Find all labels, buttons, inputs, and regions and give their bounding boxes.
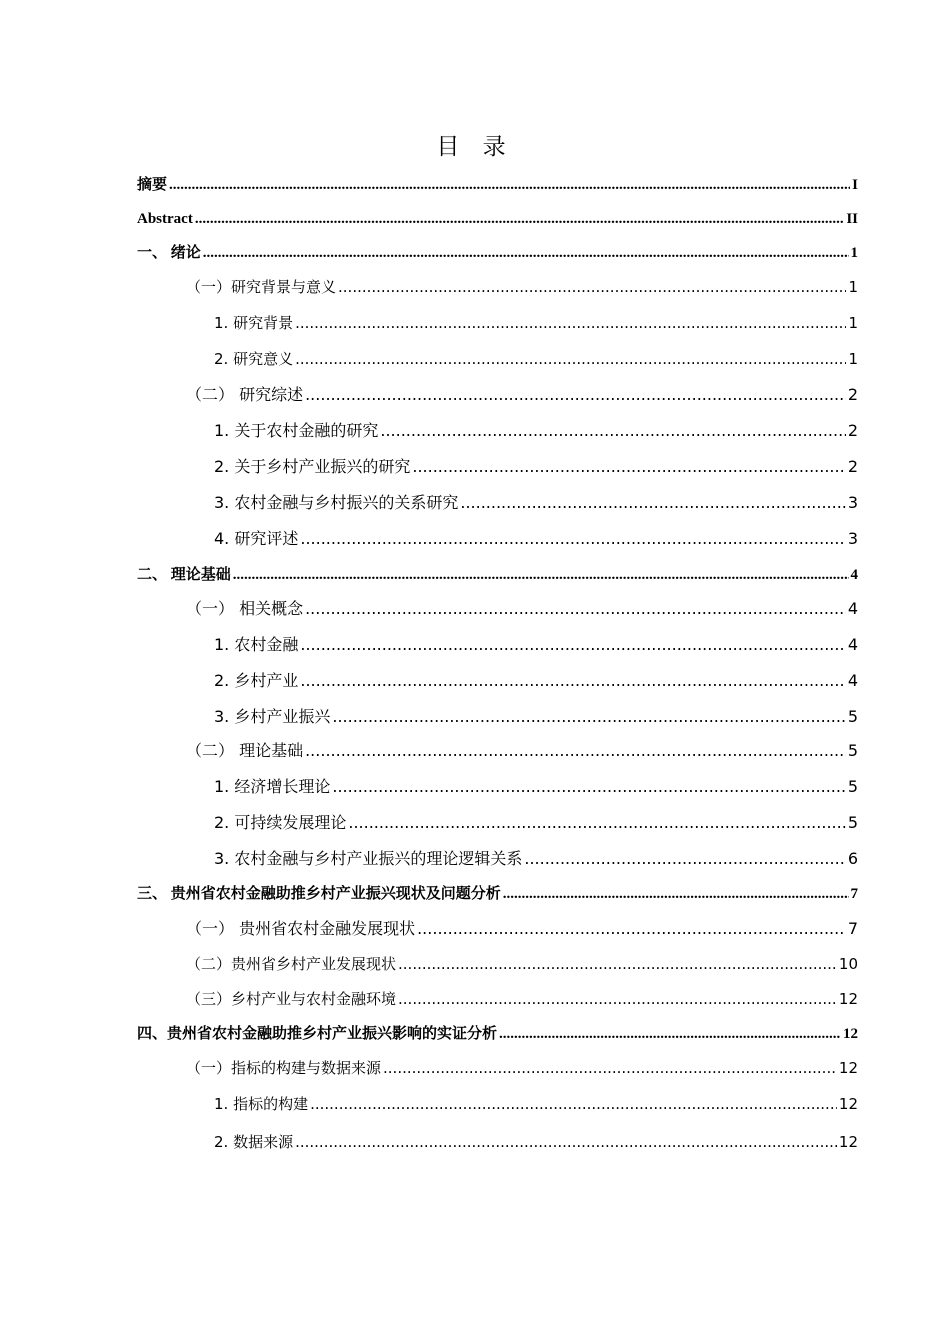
toc-leader xyxy=(503,886,849,903)
toc-entry-label: 一、 绪论 xyxy=(137,245,201,261)
toc-entry-label: （一） 贵州省农村金融发展现状 xyxy=(186,919,416,938)
toc-entry-page: 4 xyxy=(847,635,858,654)
toc-entry-subsection[interactable] xyxy=(214,526,858,549)
toc-entry-label: 2. 数据来源 xyxy=(214,1133,294,1151)
toc-leader xyxy=(417,919,846,938)
toc-leader xyxy=(295,350,846,368)
toc-entry-page: 3 xyxy=(847,529,858,548)
toc-entry-subsection[interactable] xyxy=(214,846,858,869)
toc-entry-page: 2 xyxy=(847,385,858,404)
toc-entry-label: 3. 乡村产业振兴 xyxy=(214,707,331,726)
toc-leader xyxy=(338,278,846,296)
toc-entry-label: 摘要 xyxy=(137,177,168,193)
toc-entry-subsection[interactable] xyxy=(214,1093,858,1114)
toc-leader xyxy=(398,955,837,973)
toc-entry-page: 4 xyxy=(850,567,858,583)
toc-entry-subsection[interactable] xyxy=(214,490,858,513)
toc-leader xyxy=(348,813,845,832)
toc-entry-page: 1 xyxy=(848,350,858,368)
toc-entry-subsection[interactable] xyxy=(214,668,858,691)
toc-entry-label: 1. 农村金融 xyxy=(214,635,299,654)
toc-entry-chapter-3[interactable] xyxy=(137,882,858,903)
toc-entry-section[interactable] xyxy=(186,596,858,619)
toc-entry-chapter-4[interactable] xyxy=(137,1022,858,1043)
toc-entry-page: 12 xyxy=(843,1026,858,1042)
toc-entry-page: 12 xyxy=(838,1095,858,1113)
toc-entry-section[interactable] xyxy=(186,276,858,297)
toc-leader xyxy=(380,421,845,440)
toc-entry-section[interactable] xyxy=(186,382,858,405)
toc-entry-subsection[interactable] xyxy=(214,418,858,441)
toc-entry-section[interactable] xyxy=(186,988,858,1009)
toc-entry-label: 2. 关于乡村产业振兴的研究 xyxy=(214,457,411,476)
toc-entry-label: （二） 理论基础 xyxy=(186,741,304,760)
toc-leader xyxy=(300,529,845,548)
toc-entry-page: 5 xyxy=(847,741,858,760)
toc-entry-section[interactable] xyxy=(186,1057,858,1078)
toc-entry-page: 5 xyxy=(847,777,858,796)
toc-entry-chapter-2[interactable] xyxy=(137,563,858,584)
toc-entry-page: 5 xyxy=(847,707,858,726)
toc-entry-label: （三）乡村产业与农村金融环境 xyxy=(186,990,397,1008)
toc-entry-page: 1 xyxy=(850,245,858,261)
toc-entry-page: 3 xyxy=(847,493,858,512)
toc-entry-section[interactable] xyxy=(186,916,858,939)
toc-leader xyxy=(499,1026,841,1043)
toc-entry-label: 2. 可持续发展理论 xyxy=(214,813,347,832)
toc-entry-label: （一）研究背景与意义 xyxy=(186,278,337,296)
toc-entry-page: 10 xyxy=(838,955,858,973)
toc-entry-abstract-cn[interactable] xyxy=(137,173,858,194)
toc-leader xyxy=(195,211,844,228)
toc-leader xyxy=(524,849,845,868)
toc-leader xyxy=(305,741,846,760)
toc-entry-label: 四、贵州省农村金融助推乡村产业振兴影响的实证分析 xyxy=(137,1026,498,1042)
toc-entry-subsection[interactable] xyxy=(214,312,858,333)
toc-entry-page: 4 xyxy=(847,671,858,690)
toc-leader xyxy=(169,177,850,194)
toc-leader xyxy=(203,245,849,262)
toc-entry-subsection[interactable] xyxy=(214,810,858,833)
toc-entry-label: 1. 研究背景 xyxy=(214,314,294,332)
toc-entry-page: II xyxy=(846,211,858,227)
toc-entry-label: （一）指标的构建与数据来源 xyxy=(186,1059,382,1077)
toc-entry-label: 1. 关于农村金融的研究 xyxy=(214,421,379,440)
toc-entry-chapter-1[interactable] xyxy=(137,241,858,262)
toc-entry-subsection[interactable] xyxy=(214,454,858,477)
toc-entry-page: 2 xyxy=(847,457,858,476)
toc-entry-label: 3. 农村金融与乡村振兴的关系研究 xyxy=(214,493,459,512)
toc-leader xyxy=(332,777,845,796)
toc-leader xyxy=(412,457,845,476)
toc-entry-label: （一） 相关概念 xyxy=(186,599,304,618)
toc-entry-label: 3. 农村金融与乡村产业振兴的理论逻辑关系 xyxy=(214,849,523,868)
toc-entry-page: 1 xyxy=(848,314,858,332)
toc-entry-label: （二） 研究综述 xyxy=(186,385,304,404)
toc-entry-label: 2. 研究意义 xyxy=(214,350,294,368)
toc-entry-label: （二）贵州省乡村产业发展现状 xyxy=(186,955,397,973)
toc-entry-page: 5 xyxy=(847,813,858,832)
toc-entry-page: 1 xyxy=(848,278,858,296)
toc-entry-subsection[interactable] xyxy=(214,774,858,797)
toc-leader xyxy=(233,567,849,584)
toc-entry-page: 6 xyxy=(847,849,858,868)
toc-entry-label: 1. 经济增长理论 xyxy=(214,777,331,796)
toc-entry-abstract-en[interactable] xyxy=(137,211,858,228)
page-title: 目 录 xyxy=(436,134,514,160)
toc-leader xyxy=(383,1059,837,1077)
toc-leader xyxy=(398,990,837,1008)
toc-entry-page: 7 xyxy=(847,919,858,938)
toc-leader xyxy=(295,314,846,332)
toc-entry-page: 12 xyxy=(838,1059,858,1077)
toc-leader xyxy=(332,707,845,726)
toc-entry-page: 4 xyxy=(847,599,858,618)
toc-leader xyxy=(305,385,846,404)
toc-leader xyxy=(460,493,845,512)
toc-entry-section[interactable] xyxy=(186,738,858,761)
toc-entry-page: 12 xyxy=(838,990,858,1008)
toc-entry-label: 2. 乡村产业 xyxy=(214,671,299,690)
toc-entry-subsection[interactable] xyxy=(214,1131,858,1152)
toc-entry-label: 二、 理论基础 xyxy=(137,567,231,583)
toc-leader xyxy=(295,1133,837,1151)
toc-entry-label: 1. 指标的构建 xyxy=(214,1095,309,1113)
toc-leader xyxy=(300,671,845,690)
toc-leader xyxy=(305,599,846,618)
toc-entry-label: 三、 贵州省农村金融助推乡村产业振兴现状及问题分析 xyxy=(137,886,501,902)
toc-entry-label: Abstract xyxy=(137,211,193,227)
toc-entry-label: 4. 研究评述 xyxy=(214,529,299,548)
toc-entry-subsection[interactable] xyxy=(214,632,858,655)
toc-entry-page: 7 xyxy=(850,886,858,902)
toc-entry-page: I xyxy=(852,177,858,193)
toc-entry-subsection[interactable] xyxy=(214,348,858,369)
toc-leader xyxy=(300,635,845,654)
toc-entry-page: 12 xyxy=(838,1133,858,1151)
toc-leader xyxy=(310,1095,837,1113)
toc-entry-subsection[interactable] xyxy=(214,704,858,727)
toc-entry-section[interactable] xyxy=(186,953,858,974)
toc-entry-page: 2 xyxy=(847,421,858,440)
